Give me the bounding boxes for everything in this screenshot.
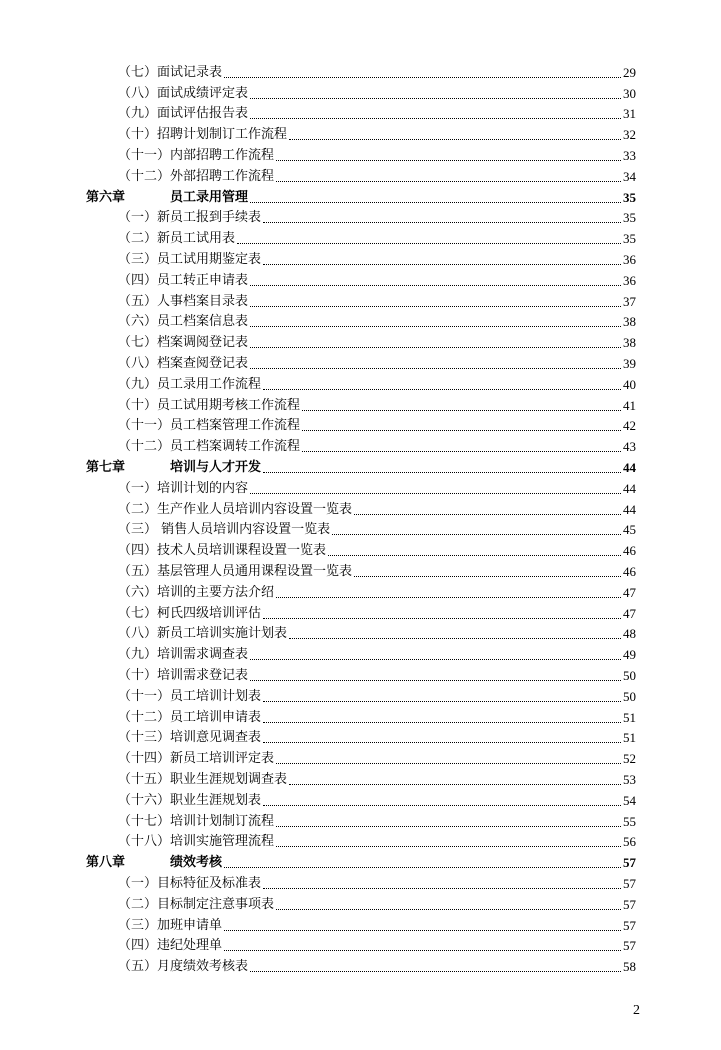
toc-page-number: 44 [623, 501, 636, 517]
toc-item-row[interactable] [118, 372, 636, 393]
toc-item-row[interactable] [118, 206, 636, 227]
toc-dot-leader [263, 389, 621, 390]
toc-item-row[interactable] [118, 434, 636, 455]
toc-dot-leader [263, 722, 621, 723]
toc-item-label: （十）招聘计划制订工作流程 [118, 127, 288, 143]
toc-chapter-row[interactable] [86, 185, 636, 206]
toc-item-row[interactable] [118, 226, 636, 247]
toc-dot-leader [263, 264, 621, 265]
toc-item-row[interactable] [118, 871, 636, 892]
toc-item-row[interactable] [118, 310, 636, 331]
toc-item-row[interactable] [118, 622, 636, 643]
toc-page-number: 41 [623, 397, 636, 413]
toc-item-row[interactable] [118, 934, 636, 955]
toc-page-number: 36 [623, 251, 636, 267]
toc-item-row[interactable] [118, 393, 636, 414]
toc-item-label: （十四）新员工培训评定表 [118, 751, 275, 767]
toc-item-row[interactable] [118, 788, 636, 809]
toc-dot-leader [250, 98, 621, 99]
toc-dot-leader [302, 451, 621, 452]
toc-item-row[interactable] [118, 122, 636, 143]
toc-item-label: （五）人事档案目录表 [118, 293, 249, 309]
toc-item-row[interactable] [118, 102, 636, 123]
toc-dot-leader [302, 410, 621, 411]
toc-chapter-row[interactable] [86, 850, 636, 871]
toc-item-label: （四）员工转正申请表 [118, 272, 249, 288]
toc-dot-leader [250, 326, 621, 327]
toc-page-number: 43 [623, 439, 636, 455]
toc-dot-leader [276, 181, 621, 182]
toc-page-number: 58 [623, 959, 636, 975]
toc-item-row[interactable] [118, 476, 636, 497]
page-number: 2 [633, 1003, 640, 1018]
toc-dot-leader [289, 638, 621, 639]
toc-item-label: （二）新员工试用表 [118, 231, 236, 247]
toc-page-number: 57 [623, 938, 636, 954]
toc-item-label: （二）生产作业人员培训内容设置一览表 [118, 501, 353, 517]
toc-item-row[interactable] [118, 830, 636, 851]
toc-page-number: 57 [623, 896, 636, 912]
toc-page-number: 57 [623, 855, 636, 871]
toc-dot-leader [263, 618, 621, 619]
toc-page-number: 44 [623, 459, 636, 475]
toc-page-number: 33 [623, 147, 636, 163]
toc-item-row[interactable] [118, 414, 636, 435]
toc-item-label: （十七）培训计划制订流程 [118, 813, 275, 829]
toc-page-number: 38 [623, 335, 636, 351]
toc-dot-leader [332, 534, 621, 535]
toc-item-row[interactable] [118, 518, 636, 539]
toc-item-row[interactable] [118, 913, 636, 934]
toc-dot-leader [302, 430, 621, 431]
toc-item-label: （九）面试评估报告表 [118, 106, 249, 122]
toc-item-row[interactable] [118, 351, 636, 372]
toc-page-number: 32 [623, 127, 636, 143]
toc-page-number: 38 [623, 314, 636, 330]
toc-dot-leader [224, 950, 621, 951]
toc-page-number: 49 [623, 647, 636, 663]
toc-item-row[interactable] [118, 705, 636, 726]
toc-page-number: 44 [623, 480, 636, 496]
toc-dot-leader [250, 659, 621, 660]
toc-item-label: （十三）培训意见调查表 [118, 730, 262, 746]
toc-page-number: 35 [623, 231, 636, 247]
toc-chapter-title: 培训与人才开发 [170, 459, 262, 475]
toc-item-row[interactable] [118, 164, 636, 185]
toc-item-label: （七）面试记录表 [118, 64, 223, 80]
toc-item-label: （七）档案调阅登记表 [118, 335, 249, 351]
toc-item-label: （三）加班申请单 [118, 917, 223, 933]
toc-item-row[interactable] [118, 892, 636, 913]
toc-item-label: （十八）培训实施管理流程 [118, 834, 275, 850]
toc-item-label: （七）柯氏四级培训评估 [118, 605, 262, 621]
toc-item-row[interactable] [118, 642, 636, 663]
toc-page-number: 50 [623, 667, 636, 683]
toc-dot-leader [263, 888, 621, 889]
toc-item-row[interactable] [118, 601, 636, 622]
toc-item-label: （一）培训计划的内容 [118, 480, 249, 496]
toc-dot-leader [354, 514, 621, 515]
toc-page-number: 51 [623, 709, 636, 725]
toc-item-row[interactable] [118, 60, 636, 81]
toc-item-label: （六）员工档案信息表 [118, 314, 249, 330]
toc-item-label: （四）违纪处理单 [118, 938, 223, 954]
toc-item-label: （三） 销售人员培训内容设置一览表 [118, 522, 331, 538]
toc-chapter-number: 第八章 [86, 855, 126, 871]
toc-item-label: （九）培训需求调查表 [118, 647, 249, 663]
toc-dot-leader [263, 805, 621, 806]
toc-item-label: （二）目标制定注意事项表 [118, 896, 275, 912]
toc-item-row[interactable] [118, 726, 636, 747]
toc-dot-leader [263, 742, 621, 743]
toc-item-label: （四）技术人员培训课程设置一览表 [118, 543, 327, 559]
toc-item-row[interactable] [118, 247, 636, 268]
toc-dot-leader [250, 306, 621, 307]
toc-page-number: 29 [623, 64, 636, 80]
toc-item-label: （十）培训需求登记表 [118, 667, 249, 683]
toc-dot-leader [276, 909, 621, 910]
toc-page-number: 30 [623, 85, 636, 101]
toc-item-label: （一）新员工报到手续表 [118, 210, 262, 226]
toc-item-row[interactable] [118, 954, 636, 975]
toc-page-number: 47 [623, 584, 636, 600]
toc-dot-leader [276, 826, 621, 827]
toc-page-number: 31 [623, 106, 636, 122]
toc-item-label: （三）员工试用期鉴定表 [118, 251, 262, 267]
toc-page-number: 55 [623, 813, 636, 829]
toc-item-label: （六）培训的主要方法介绍 [118, 584, 275, 600]
toc-item-label: （八）档案查阅登记表 [118, 355, 249, 371]
toc-item-label: （十一）内部招聘工作流程 [118, 147, 275, 163]
toc-page-number: 52 [623, 751, 636, 767]
toc-dot-leader [276, 846, 621, 847]
toc-chapter-number: 第七章 [86, 459, 126, 475]
toc-item-row[interactable] [118, 497, 636, 518]
toc-item-row[interactable] [118, 143, 636, 164]
toc-dot-leader [250, 347, 621, 348]
toc-page-number: 39 [623, 355, 636, 371]
toc-dot-leader [250, 368, 621, 369]
toc-chapter-title: 员工录用管理 [170, 189, 249, 205]
toc-item-label: （十二）员工培训申请表 [118, 709, 262, 725]
toc-dot-leader [224, 77, 621, 78]
toc-item-row[interactable] [118, 767, 636, 788]
toc-item-row[interactable] [118, 268, 636, 289]
toc-dot-leader [250, 971, 621, 972]
toc-dot-leader [289, 139, 621, 140]
toc-page-number: 51 [623, 730, 636, 746]
toc-page-number: 46 [623, 543, 636, 559]
toc-dot-leader [263, 701, 621, 702]
toc-item-label: （十）员工试用期考核工作流程 [118, 397, 301, 413]
toc-chapter-title: 绩效考核 [170, 855, 223, 871]
toc-item-label: （十二）员工档案调转工作流程 [118, 439, 301, 455]
toc-dot-leader [250, 118, 621, 119]
toc-item-row[interactable] [118, 746, 636, 767]
toc-page-number: 42 [623, 418, 636, 434]
toc-page-number: 34 [623, 168, 636, 184]
toc-item-row[interactable] [118, 684, 636, 705]
toc-page-number: 53 [623, 771, 636, 787]
toc-dot-leader [263, 222, 621, 223]
toc-item-row[interactable] [118, 81, 636, 102]
toc-page-number: 45 [623, 522, 636, 538]
toc-item-row[interactable] [118, 809, 636, 830]
toc-page-number: 46 [623, 563, 636, 579]
toc-dot-leader [250, 493, 621, 494]
toc-item-label: （十二）外部招聘工作流程 [118, 168, 275, 184]
toc-dot-leader [276, 763, 621, 764]
toc-dot-leader [250, 202, 621, 203]
toc-page-number: 56 [623, 834, 636, 850]
toc-dot-leader [263, 472, 621, 473]
toc-page-number: 40 [623, 376, 636, 392]
toc-dot-leader [224, 867, 621, 868]
toc-page-number: 36 [623, 272, 636, 288]
toc-item-label: （八）新员工培训实施计划表 [118, 626, 288, 642]
toc-item-row[interactable] [118, 289, 636, 310]
toc-chapter-number: 第六章 [86, 189, 126, 205]
toc-page-number: 47 [623, 605, 636, 621]
toc-item-label: （五）基层管理人员通用课程设置一览表 [118, 563, 353, 579]
toc-item-label: （十一）员工档案管理工作流程 [118, 418, 301, 434]
toc-dot-leader [328, 555, 621, 556]
toc-page-number: 50 [623, 688, 636, 704]
toc-item-label: （十六）职业生涯规划表 [118, 792, 262, 808]
toc-page-number: 35 [623, 210, 636, 226]
toc-dot-leader [276, 160, 621, 161]
toc-item-label: （十一）员工培训计划表 [118, 688, 262, 704]
toc-page-number: 48 [623, 626, 636, 642]
toc-page-number: 54 [623, 792, 636, 808]
toc-chapter-row[interactable] [86, 455, 636, 476]
toc-page-number: 37 [623, 293, 636, 309]
toc-page-number: 57 [623, 917, 636, 933]
toc-item-row[interactable] [118, 580, 636, 601]
toc-dot-leader [250, 680, 621, 681]
toc-dot-leader [224, 930, 621, 931]
toc-dot-leader [276, 597, 621, 598]
toc-item-label: （五）月度绩效考核表 [118, 959, 249, 975]
toc-item-row[interactable] [118, 559, 636, 580]
toc-item-label: （九）员工录用工作流程 [118, 376, 262, 392]
toc-dot-leader [289, 784, 621, 785]
toc-item-label: （一）目标特征及标准表 [118, 875, 262, 891]
toc-page-number: 35 [623, 189, 636, 205]
toc-dot-leader [250, 285, 621, 286]
toc-dot-leader [354, 576, 621, 577]
toc-item-row[interactable] [118, 538, 636, 559]
toc-page-number: 57 [623, 875, 636, 891]
toc-item-label: （八）面试成绩评定表 [118, 85, 249, 101]
toc-item-row[interactable] [118, 663, 636, 684]
toc-dot-leader [237, 243, 621, 244]
toc-item-row[interactable] [118, 330, 636, 351]
toc-item-label: （十五）职业生涯规划调查表 [118, 771, 288, 787]
